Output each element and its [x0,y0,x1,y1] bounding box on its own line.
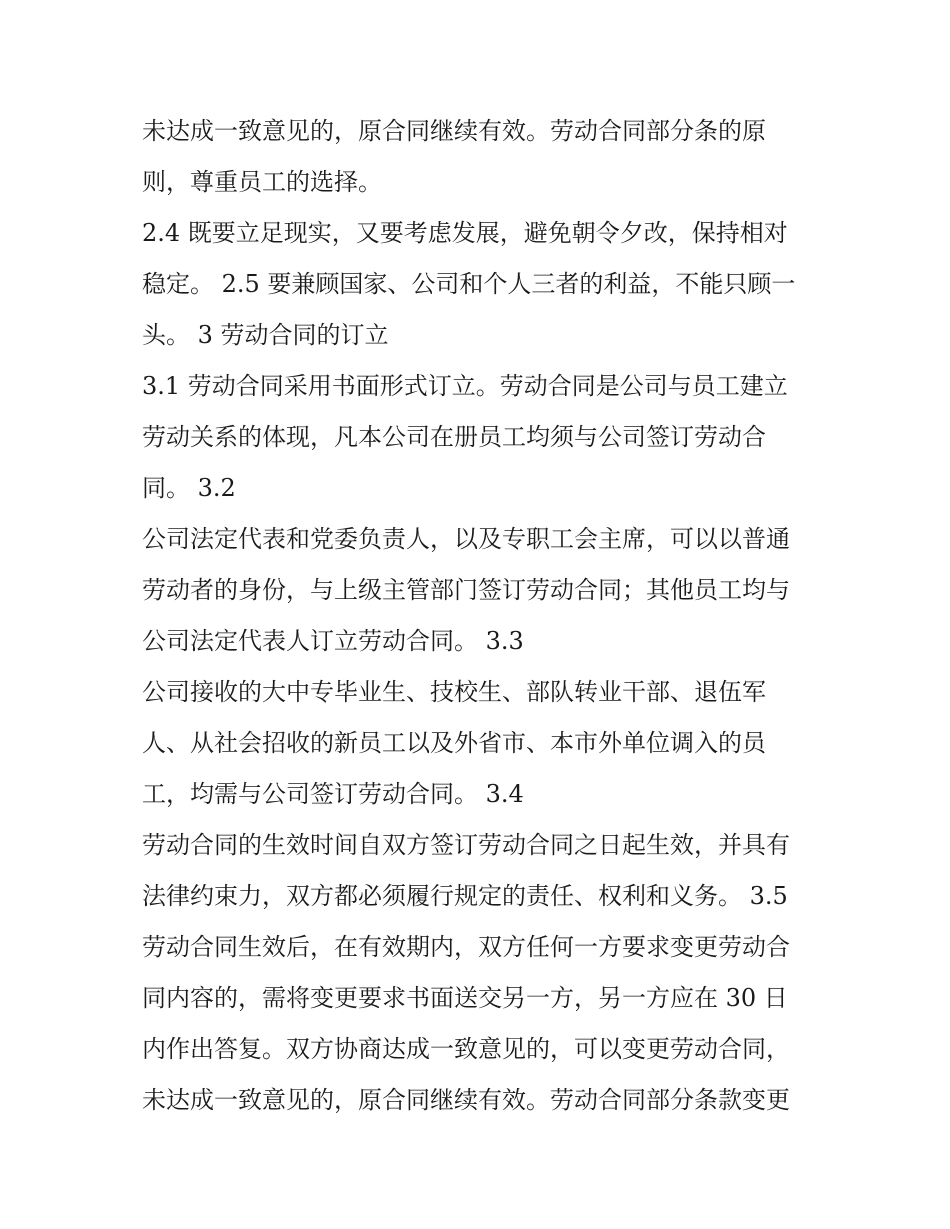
text-line: 头。 3 劳动合同的订立 [142,321,389,349]
text-line: 2.4 既要立足现实，又要考虑发展，避免朝令夕改，保持相对 [142,219,788,247]
text-line: 劳动合同的生效时间自双方签订劳动合同之日起生效，并具有 [142,831,790,859]
text-line: 3.1 劳动合同采用书面形式订立。劳动合同是公司与员工建立 [142,372,788,400]
text-line: 则，尊重员工的选择。 [142,168,382,196]
text-line: 未达成一致意见的，原合同继续有效。劳动合同部分条款变更 [142,1086,790,1114]
text-line: 工，均需与公司签订劳动合同。 3.4 [142,780,524,808]
text-line: 同。 3.2 [142,474,236,502]
text-line: 同内容的，需将变更要求书面送交另一方，另一方应在 30 日 [142,984,788,1012]
text-line: 稳定。 2.5 要兼顾国家、公司和个人三者的利益，不能只顾一 [142,270,796,298]
document-body [142,106,822,1126]
text-line: 劳动者的身份，与上级主管部门签订劳动合同；其他员工均与 [142,576,790,604]
text-line: 公司法定代表人订立劳动合同。 3.3 [142,627,524,655]
text-line: 法律约束力，双方都必须履行规定的责任、权利和义务。 3.5 [142,882,788,910]
text-line: 公司法定代表和党委负责人，以及专职工会主席，可以以普通 [142,525,790,553]
text-line: 公司接收的大中专毕业生、技校生、部队转业干部、退伍军 [142,678,766,706]
text-line: 内作出答复。双方协商达成一致意见的，可以变更劳动合同， [142,1035,790,1063]
text-line: 未达成一致意见的，原合同继续有效。劳动合同部分条的原 [142,117,766,145]
text-line: 劳动合同生效后，在有效期内，双方任何一方要求变更劳动合 [142,933,790,961]
text-line: 劳动关系的体现，凡本公司在册员工均须与公司签订劳动合 [142,423,766,451]
text-line: 人、从社会招收的新员工以及外省市、本市外单位调入的员 [142,729,766,757]
